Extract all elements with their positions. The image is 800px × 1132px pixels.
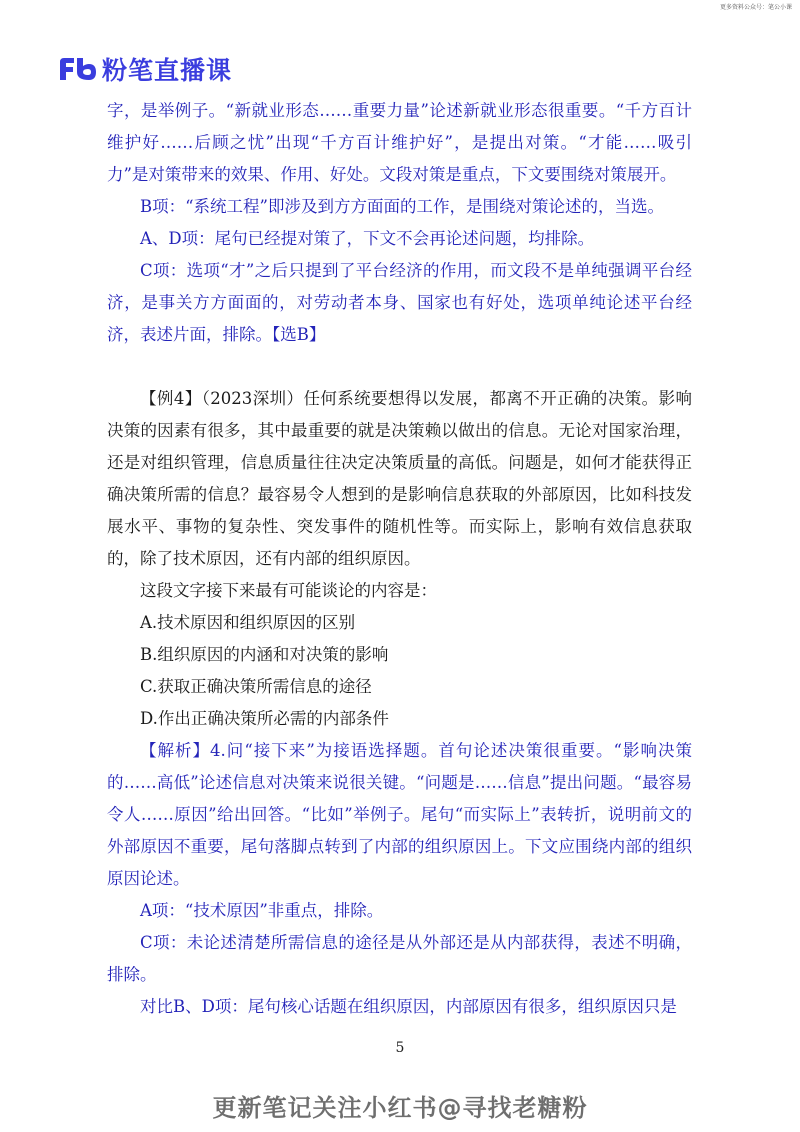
option-c: C.获取正确决策所需信息的途径 bbox=[140, 677, 372, 696]
analysis-4-option-bd: 对比B、D项：尾句核心话题在组织原因，内部原因有很多，组织原因只是 bbox=[140, 997, 677, 1016]
option-ad-analysis: A、D项：尾句已经提对策了，下文不会再论述问题，均排除。 bbox=[140, 229, 595, 248]
logo-text: 粉笔直播课 bbox=[102, 56, 233, 85]
page-number: 5 bbox=[395, 1040, 405, 1056]
analysis-4-option-c: C项：未论述清楚所需信息的途径是从外部还是从内部获得，表述不明确，排除。 bbox=[107, 933, 692, 984]
option-b-analysis: B项：“系统工程”即涉及到方方面面的工作，是围绕对策论述的，当选。 bbox=[140, 197, 664, 216]
option-c-analysis: C项：选项“才”之后只提到了平台经济的作用，而文段不是单纯强调平台经济，是事关方方面面的，对劳动者本身、国家也有好处，选项单纯论述平台经济，表述片面，排除。【选B】 bbox=[107, 261, 692, 344]
option-b: B.组织原因的内涵和对决策的影响 bbox=[140, 645, 389, 664]
analysis-prev-paragraph: 字，是举例子。“新就业形态……重要力量”论述新就业形态很重要。“千方百计维护好……后顾之忧”出现“千方百计维护好”，是提出对策。“才能……吸引力”是对策带来的效果、作用、好处。文段对策是重点，下文要围绕对策展开。 bbox=[107, 101, 692, 184]
option-d: D.作出正确决策所必需的内部条件 bbox=[140, 709, 389, 728]
top-note: 更多资料公众号：笔公小课 bbox=[719, 4, 792, 11]
page-content bbox=[107, 95, 692, 1023]
example-4-question: 这段文字接下来最有可能谈论的内容是： bbox=[140, 581, 437, 600]
footer-watermark: 更新笔记关注小红书@寻找老糖粉 bbox=[212, 1094, 588, 1122]
analysis-4-paragraph: 【解析】4.问“接下来”为接语选择题。首句论述决策很重要。“影响决策的……高低”论述信息对决策来说很关键。“问题是……信息”提出问题。“最容易令人……原因”给出回答。“比如”举例子。尾句“而实际上”表转折，说明前文的外部原因不重要，尾句落脚点转到了内部的组织原因上。下文应围绕内部的组织原因论述。 bbox=[107, 741, 692, 888]
example-4-stem: 【例4】（2023深圳）任何系统要想得以发展，都离不开正确的决策。影响决策的因素有很多，其中最重要的就是决策赖以做出的信息。无论对国家治理，还是对组织管理，信息质量往往决定决策质量的高低。问题是，如何才能获得正确决策所需的信息？最容易令人想到的是影响信息获取的外部原因，比如科技发展水平、事物的复杂性、突发事件的随机性等。而实际上，影响有效信息获取的，除了技术原因，还有内部的组织原因。 bbox=[107, 389, 692, 568]
option-a: A.技术原因和组织原因的区别 bbox=[140, 613, 356, 632]
brand-logo bbox=[58, 54, 232, 84]
fb-logo-icon bbox=[58, 56, 98, 82]
analysis-4-option-a: A项：“技术原因”非重点，排除。 bbox=[140, 901, 384, 920]
